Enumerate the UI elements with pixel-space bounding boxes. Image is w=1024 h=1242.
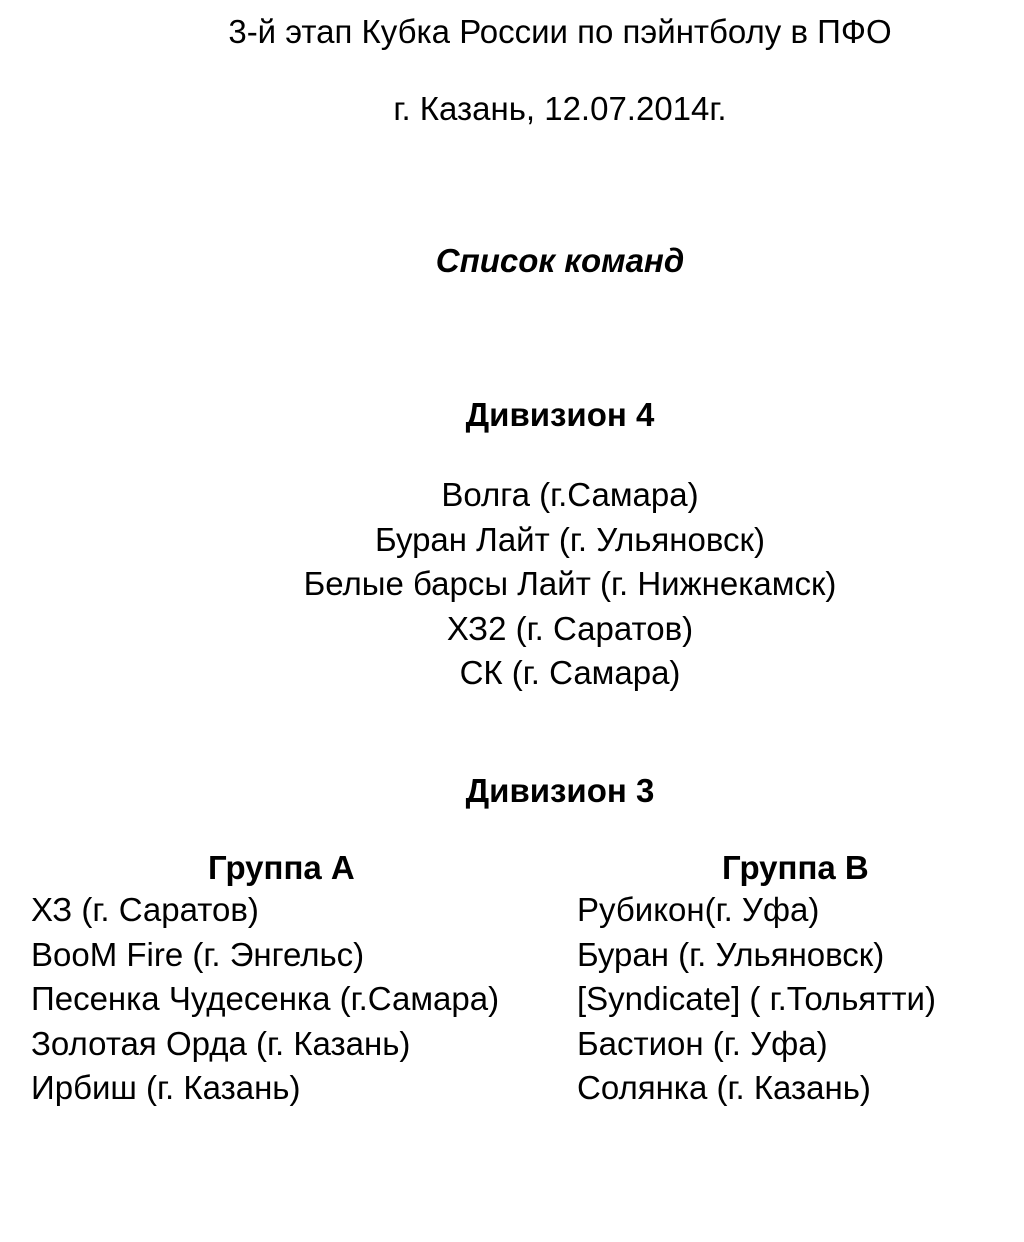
team-list-item: Рубикон(г. Уфа) — [577, 891, 820, 928]
team-list-item: Белые барсы Лайт (г. Нижнекамск) — [303, 565, 837, 602]
team-list-item: [Syndicate] ( г.Тольятти) — [577, 980, 936, 1017]
division-4-heading: Дивизион 4 — [465, 396, 655, 433]
team-list-item: Золотая Орда (г. Казань) — [31, 1024, 411, 1062]
team-list-item: Солянка (г. Казань) — [577, 1069, 871, 1106]
team-list-item: Волга (г.Самара) — [441, 476, 699, 513]
team-list-item: ХЗ (г. Саратов) — [31, 891, 259, 928]
team-list-item: Бастион (г. Уфа) — [577, 1024, 828, 1062]
team-list-item: СК (г. Самара) — [459, 654, 681, 691]
team-list-item: Буран (г. Ульяновск) — [577, 935, 885, 973]
group-a-team-list — [31, 888, 551, 1111]
group-b-title: Группа В — [722, 849, 869, 886]
group-a-title: Группа А — [208, 849, 355, 886]
group-b-team-list — [577, 888, 997, 1111]
document-subtitle: г. Казань, 12.07.2014г. — [393, 90, 727, 127]
division-3-heading: Дивизион 3 — [465, 772, 655, 809]
team-list-item: Песенка Чудесенка (г.Самара) — [31, 980, 500, 1017]
team-list-heading: Список команд — [435, 242, 685, 279]
team-list-item: Буран Лайт (г. Ульяновск) — [375, 520, 765, 558]
group-b — [577, 848, 997, 1111]
document-title: 3-й этап Кубка России по пэйнтболу в ПФО — [228, 13, 892, 50]
division-4-team-list — [304, 473, 837, 696]
team-list-item: Ирбиш (г. Казань) — [31, 1069, 301, 1106]
group-a — [31, 848, 551, 1111]
team-list-item: ХЗ2 (г. Саратов) — [446, 609, 694, 647]
team-list-item: BooM Fire (г. Энгельс) — [31, 935, 365, 973]
